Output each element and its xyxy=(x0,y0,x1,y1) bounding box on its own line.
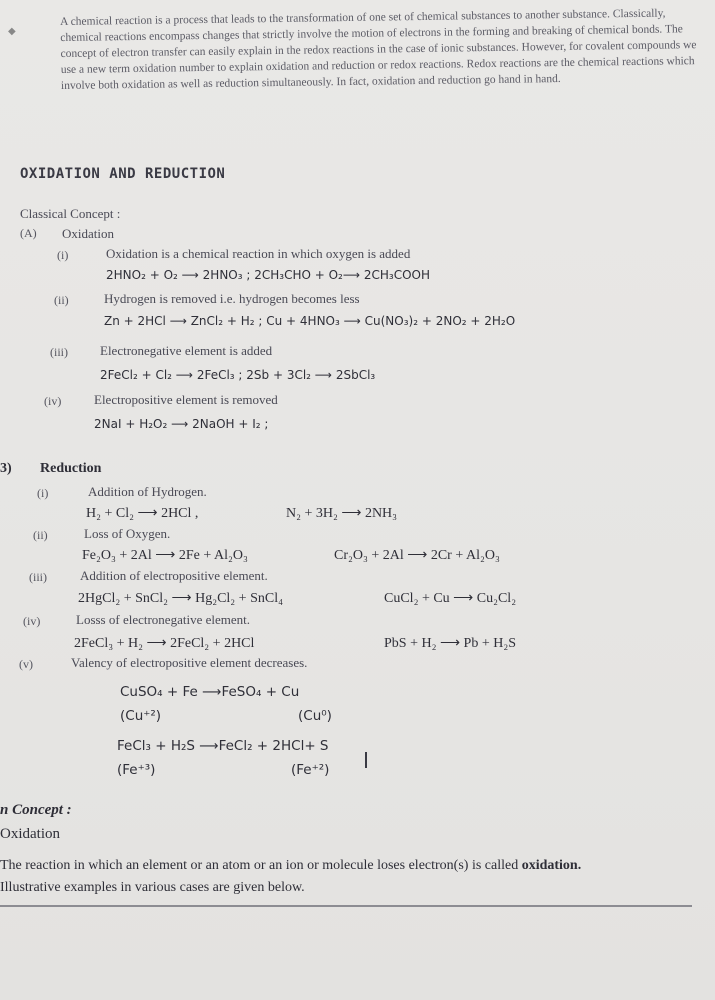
oxidation-marker: (A) xyxy=(20,226,37,240)
equation: Fe₂O₃ + 2Al ⟶ 2Fe + Al₂O₃ xyxy=(82,548,248,563)
reduction-title: Reduction xyxy=(40,461,102,476)
equation: 2FeCl₂ + Cl₂ ⟶ 2FeCl₃ ; 2Sb + 3Cl₂ ⟶ 2SbCl₃ xyxy=(100,368,376,382)
margin-mark: ◆ xyxy=(8,26,16,37)
oxidation-state: (Cu⁰) xyxy=(298,708,332,724)
item-text: Addition of Hydrogen. xyxy=(88,484,207,499)
oxidation-state: (Fe⁺³) xyxy=(117,762,156,778)
item-num: (ii) xyxy=(54,293,69,307)
item-num: (ii) xyxy=(33,528,48,542)
item-text: Losss of electronegative element. xyxy=(76,612,250,627)
electronic-concept-title: n Concept : xyxy=(0,802,72,818)
definition-keyword: oxidation. xyxy=(521,858,582,873)
reduction-marker: 3) xyxy=(0,461,12,476)
item-text: Valency of electropositive element decreases. xyxy=(71,655,308,670)
definition-line xyxy=(0,858,581,874)
intro-paragraph xyxy=(60,5,701,94)
equation: CuSO₄ + Fe ⟶FeSO₄ + Cu xyxy=(120,684,300,700)
equation: PbS + H₂ ⟶ Pb + H₂S xyxy=(384,636,516,651)
item-text: Loss of Oxygen. xyxy=(84,526,171,541)
equation: H₂ + Cl₂ ⟶ 2HCl , xyxy=(86,506,199,521)
item-num: (iii) xyxy=(29,570,47,584)
oxidation-title: Oxidation xyxy=(62,226,114,241)
item-text: Electronegative element is added xyxy=(100,343,273,358)
oxidation-state: (Cu⁺²) xyxy=(120,708,162,724)
equation: 2HNO₂ + O₂ ⟶ 2HNO₃ ; 2CH₃CHO + O₂⟶ 2CH₃COOH xyxy=(106,268,431,282)
item-text: Electropositive element is removed xyxy=(94,392,278,407)
item-num: (iv) xyxy=(23,614,41,628)
item-num: (i) xyxy=(37,486,49,500)
item-num: (i) xyxy=(57,248,69,262)
item-text: Oxidation is a chemical reaction in which oxygen is added xyxy=(106,246,411,261)
equation: Cr₂O₃ + 2Al ⟶ 2Cr + Al₂O₃ xyxy=(334,548,500,563)
item-num: (v) xyxy=(19,657,33,671)
item-text: Addition of electropositive element. xyxy=(80,568,268,583)
item-text: Hydrogen is removed i.e. hydrogen becomes less xyxy=(104,291,360,306)
equation: 2FeCl₃ + H₂ ⟶ 2FeCl₂ + 2HCl xyxy=(74,636,255,651)
horizontal-rule xyxy=(0,905,692,907)
definition-text: The reaction in which an element or an atom or an ion or molecule loses electron(s) is called xyxy=(0,858,522,873)
bracket-mark xyxy=(365,752,367,768)
equation: 2NaI + H₂O₂ ⟶ 2NaOH + I₂ ; xyxy=(94,417,269,431)
item-num: (iii) xyxy=(50,345,68,359)
equation: FeCl₃ + H₂S ⟶FeCl₂ + 2HCl+ S xyxy=(117,738,329,754)
equation: 2HgCl₂ + SnCl₂ ⟶ Hg₂Cl₂ + SnCl₄ xyxy=(78,591,283,606)
intro-text: A chemical reaction is a process that leads to the transformation of one set of chemical substances to another substance. Classically, chemical reactions encompass changes that strictly involve the motion of electrons in the forming and breaking of chemical bonds. The concept of electron transfer can easily explain in the redox reactions in the case of ionic substances. However, for covalent compounds we use a new term oxidation number to explain oxidation and reduction or redox reactions. Redox reactions are the chemical reactions which involve both oxidation as well as reduction simultaneously. In fact, oxidation and reduction go hand in hand. xyxy=(60,7,697,92)
equation: Zn + 2HCl ⟶ ZnCl₂ + H₂ ; Cu + 4HNO₃ ⟶ Cu(NO₃)₂ + 2NO₂ + 2H₂O xyxy=(104,314,516,328)
examples-line: Illustrative examples in various cases are given below. xyxy=(0,880,305,895)
electronic-oxidation-title: Oxidation xyxy=(0,826,60,842)
item-num: (iv) xyxy=(44,394,62,408)
section-heading: OXIDATION AND REDUCTION xyxy=(20,166,226,182)
equation: CuCl₂ + Cu ⟶ Cu₂Cl₂ xyxy=(384,591,517,606)
equation: N₂ + 3H₂ ⟶ 2NH₃ xyxy=(286,506,398,521)
oxidation-state: (Fe⁺²) xyxy=(291,762,330,778)
classical-concept-title: Classical Concept : xyxy=(20,206,121,221)
